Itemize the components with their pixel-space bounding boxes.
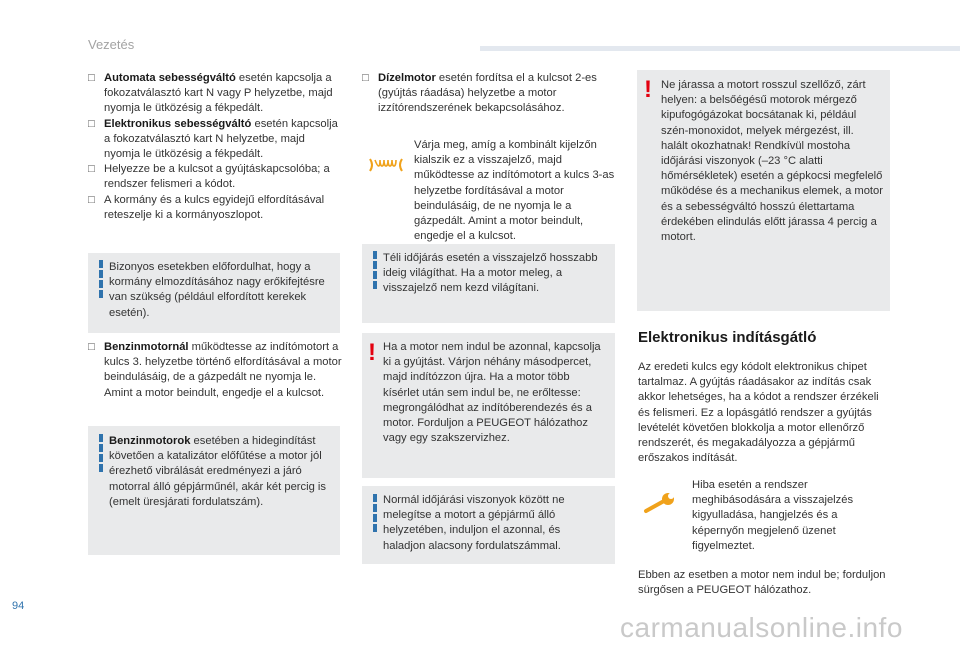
bullet-steering-lock-text: A kormány és a kulcs egyidejű elfordításával reteszelje ki a kormányoszlopot. — [104, 193, 325, 221]
info-box-steering-text: Bizonyos esetekben előfordulhat, hogy a kormány elmozdításához nagy erőkifejtésre van szükség (például elfordított kerekek esetén). — [109, 261, 325, 319]
bullet-petrol-bold: Benzinmotornál — [104, 341, 189, 353]
bullet-marker-icon: □ — [88, 163, 95, 176]
bullet-marker-icon: □ — [362, 72, 369, 84]
watermark: carmanualsonline.info — [620, 612, 903, 643]
bullet-electronic-text: esetén kapcsolja a fokozatválasztó kart N helyzetbe, majd nyomja le ütközésig a fékpedált. — [104, 117, 338, 161]
warning-icon: ! — [644, 76, 652, 103]
info-stripe-icon — [99, 260, 103, 300]
bullet-electronic — [88, 117, 342, 163]
warning-box-start-text: Ha a motor nem indul be azonnal, kapcsolja ki a gyújtást. Várjon néhány másodpercet, majd indítózzon újra. Ha a motor több kísérlet után sem indul be, ne erőltesse: megrongálódhat az indítóberendezés és a motor. Forduljon a PEUGEOT hálózathoz vagy egy szakszervizhez. — [383, 341, 601, 445]
footer-text: Ebben az esetben a motor nem indul be; forduljon sürgősen a PEUGEOT hálózathoz. — [638, 569, 886, 597]
info-box-steering — [88, 253, 340, 333]
info-box-petrol-body: esetében a hidegindítást követően a katalizátor előfűtése a motor jól érezhető vibrálását eredményezi a járó motorral álló gépjárműnél, akár két percig is (emelt üresjárati fordulatszám). — [109, 435, 327, 508]
warning-box-start — [362, 333, 615, 478]
info-box-winter-text: Téli időjárás esetén a visszajelző hosszabb ideig világíthat. Ha a motor meleg, a visszajelző nem kezd világítani. — [383, 252, 598, 295]
header-bar — [480, 46, 960, 51]
info-box-petrol — [88, 426, 340, 555]
bullet-automatic-bold: Automata sebességváltó — [104, 72, 236, 84]
glow-plug-icon — [368, 156, 404, 174]
bullet-diesel-text: esetén fordítsa el a kulcsot 2-es (gyújtás ráadása) helyzetbe a motor izzítórendszerének bekapcsolásához. — [378, 72, 597, 115]
glow-plug-text: Várja meg, amíg a kombinált kijelzőn kialszik ez a visszajelző, majd működtesse az indítómotort a kulcs 3-as helyzetbe fordításával a motor beindulásáig, de ne nyomja le a gázpedált. Amint a motor beindult, engedje el a kulcsot. — [414, 139, 615, 243]
col1-petrol — [88, 340, 342, 401]
bullet-insert-key-text: Helyezze be a kulcsot a gyújtáskapcsolóba; a rendszer felismeri a kódot. — [104, 163, 330, 191]
section-title-immobiliser: Elektronikus indításgátló — [638, 329, 817, 346]
immobiliser-body: Az eredeti kulcs egy kódolt elektronikus chipet tartalmaz. A gyújtás ráadásakor az indítás csak akkor lehetséges, ha a kódot a rendszer érzékeli és felismeri. Ez a lopásgátló rendszer a gyújtás levételét követően blokkolja a motor ellenőrző rendszerét, és megakadályozza a gépjármű erőszakos indítását. — [638, 361, 879, 465]
warning-box-ventilation — [637, 70, 890, 311]
bullet-insert-key — [88, 162, 342, 192]
wrench-note: Hiba esetén a rendszer meghibásodására a visszajelzés kigyulladása, hangjelzés és a képernyőn megjelenő üzenet figyelmeztet. — [692, 479, 854, 552]
info-box-normal — [362, 486, 615, 564]
info-stripe-icon — [99, 434, 103, 474]
warning-box-ventilation-text: Ne járassa a motort rosszul szellőző, zárt helyen: a belsőégésű motorok mérgező kipufogógázokat bocsátanak ki, például szén-monoxidot, melyek mérgezést, ill. halált okozhatnak! Rendkívül mostoha időjárási viszonyok (–23 °C alatti hőmérsékletek) esetén a gépkocsi megfelelő működése és a mechanikus elemek, a motor és a sebességváltó hosszú élettartama érdekében elindulás előtt járassa 4 percig a motort. — [661, 79, 883, 244]
page-number: 94 — [12, 600, 25, 612]
info-box-normal-text: Normál időjárási viszonyok között ne melegítse a motort a gépjármű álló helyzetében, induljon el azonnal, és haladjon alacsony fordulatszámmal. — [383, 494, 565, 552]
bullet-diesel-bold: Dízelmotor — [378, 72, 436, 84]
bullet-marker-icon: □ — [88, 341, 95, 353]
wrench-icon — [642, 492, 678, 514]
bullet-diesel — [362, 71, 614, 117]
bullet-marker-icon: □ — [88, 193, 95, 206]
bullet-petrol — [88, 340, 342, 401]
info-box-winter — [362, 244, 615, 323]
col2-diesel — [362, 71, 614, 117]
bullet-electronic-bold: Elektronikus sebességváltó — [104, 117, 252, 130]
section-header: Vezetés — [88, 37, 135, 52]
bullet-petrol-text: működtesse az indítómotort a kulcs 3. helyzetbe történő elfordításával a motor beindulásáig, de a gázpedált ne nyomja le. Amint a motor beindult, engedje el a kulcsot. — [104, 341, 342, 399]
info-stripe-icon — [373, 251, 377, 291]
bullet-automatic — [88, 71, 342, 117]
bullet-marker-icon: □ — [88, 117, 95, 130]
bullet-marker-icon: □ — [88, 72, 95, 84]
bullet-automatic-text: esetén kapcsolja a fokozatválasztó kart N vagy P helyzetbe, majd nyomja le ütközésig a fékpedált. — [104, 72, 333, 115]
warning-icon: ! — [368, 339, 376, 366]
info-stripe-icon — [373, 494, 377, 534]
bullet-steering-lock — [88, 193, 342, 223]
col1-bullets — [88, 71, 342, 223]
info-box-petrol-bold: Benzinmotorok — [109, 435, 191, 447]
info-box-petrol-text — [109, 434, 329, 510]
